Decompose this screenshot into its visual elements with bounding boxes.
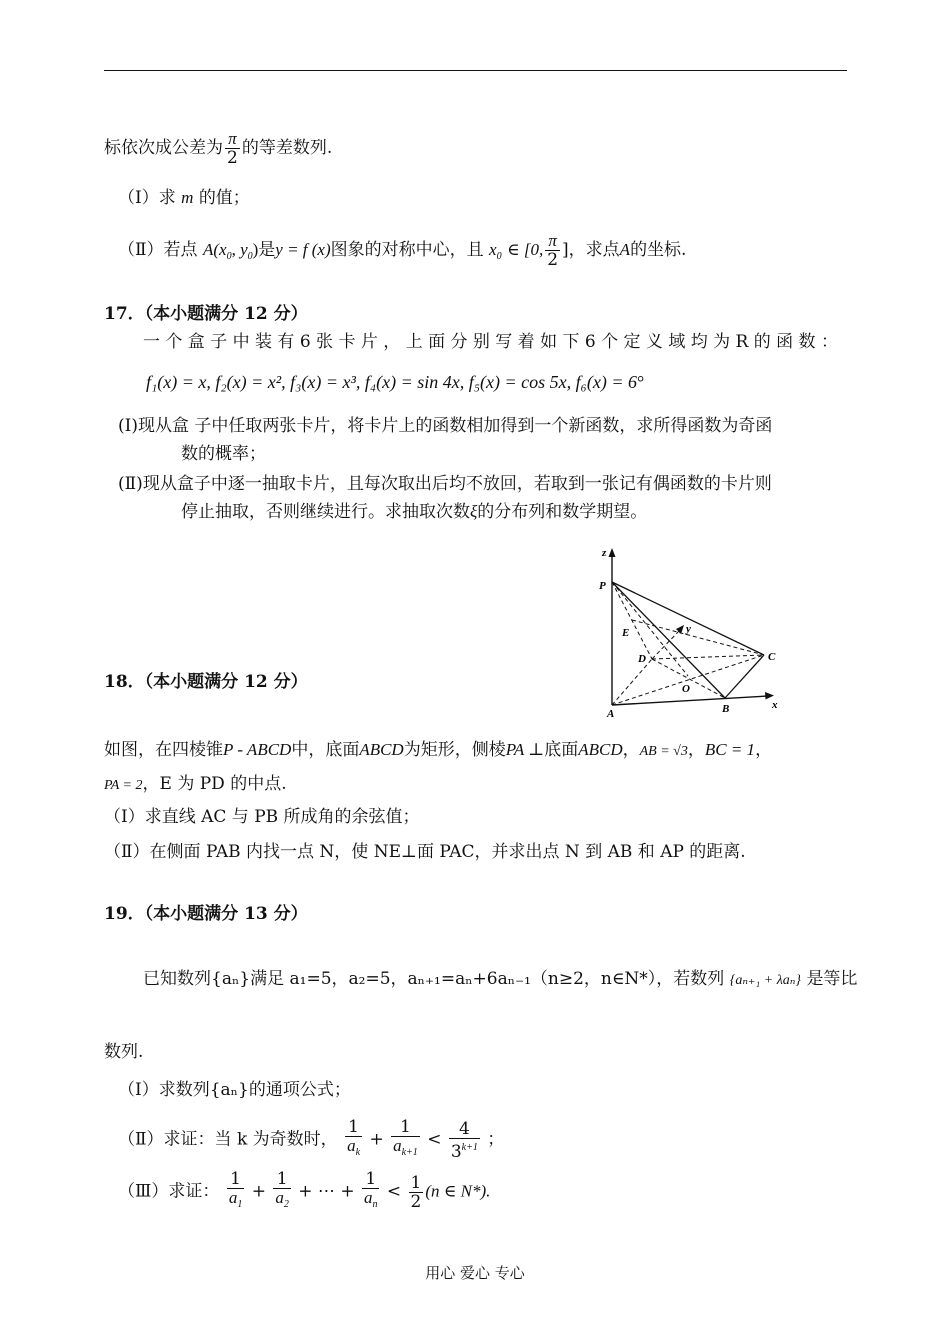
- part2-text: 图象的对称中心，且: [330, 240, 484, 260]
- intro-text-end: 的等差数列.: [241, 138, 333, 158]
- label-B: B: [722, 703, 730, 715]
- range: ∈ [0,: [507, 240, 544, 259]
- seq: {aₙ₊₁ + λaₙ}: [729, 973, 802, 988]
- fraction-pi-over-2: [225, 130, 240, 167]
- q18-stem: 如图，在四棱锥P - ABCD中，底面ABCD为矩形，侧棱PA ⊥底面ABCD，AB = √3，BC = 1，: [104, 740, 773, 760]
- frac-1-2: $\frac{1}{2}$: [410, 1172, 422, 1212]
- q17-part2a: (Ⅱ)现从盒子中逐一抽取卡片，且每次取出后均不放回，若取到一张记有偶函数的卡片则: [118, 474, 772, 494]
- bc-eq: BC = 1: [704, 740, 756, 759]
- frac-1-ak: $\frac{1}{a_k}$: [347, 1117, 361, 1158]
- pabcd: P - ABCD: [223, 740, 292, 759]
- pyramid-figure: [592, 540, 792, 720]
- frac-1-an: $\frac{1}{a_n}$: [363, 1169, 378, 1210]
- edge-PC: [612, 582, 764, 655]
- plus: +: [369, 1129, 384, 1150]
- label-P: P: [599, 580, 606, 592]
- part2-label: （Ⅱ）若点: [118, 240, 198, 260]
- edge-BC: [725, 655, 764, 698]
- q17-part2b: 停止抽取，否则继续进行。求抽取次数ξ的分布列和数学期望。: [181, 502, 648, 522]
- ab-eq: AB = √3: [639, 744, 688, 759]
- q18-stem2: PA = 2，E 为 PD 的中点.: [104, 774, 287, 794]
- point-A: $A(x_0$, $y_0$): [202, 240, 259, 262]
- q17-stem: 一 个 盒 子 中 装 有 6 张 卡 片 ， 上 面 分 别 写 着 如 下 6 个 定 义 域 均 为 R 的 函 数 ：: [143, 332, 838, 352]
- function-y: y = f (x): [275, 240, 331, 259]
- x0: $x_0$: [489, 240, 502, 262]
- q17-part1a: (Ⅰ)现从盒 子中任取两张卡片，将卡片上的函数相加得到一个新函数，求所得函数为奇函: [118, 416, 773, 436]
- pi: π: [225, 130, 240, 149]
- label-O: O: [682, 683, 690, 695]
- pa-eq: PA = 2: [104, 778, 143, 793]
- q17-title: 17．（本小题满分 12 分）: [104, 304, 308, 324]
- frac-1-ak1: $\frac{1}{a_{k+1}}$: [393, 1117, 418, 1158]
- edge-DC: [652, 655, 764, 659]
- q19-stem-cont: 数列.: [104, 1042, 144, 1062]
- dots: + ⋯ +: [298, 1181, 355, 1202]
- intro-text: 标依次成公差为: [104, 138, 223, 158]
- part1-text: 的值；: [198, 188, 250, 208]
- q17-functions: f₁(x) = x, f₂(x) = x², f₃(x) = x³, f₄(x) = sin 4x, f₅(x) = cos 5x, f₆(x) = 6°: [146, 372, 645, 392]
- xi-var: ξ: [470, 502, 478, 521]
- q19-stem: 已知数列{aₙ}满足 a₁=5，a₂=5，aₙ₊₁=aₙ+6aₙ₋₁（n≥2，n∈N*），若数列 {aₙ₊₁ + λaₙ} 是等比: [143, 969, 858, 989]
- two: 2: [227, 148, 238, 168]
- page-footer: 用心 爱心 专心: [425, 1264, 525, 1282]
- label-x: x: [772, 699, 778, 711]
- header-rule: [104, 70, 847, 71]
- q18-title: 18．（本小题满分 12 分）: [104, 672, 308, 692]
- frac-1-a1: $\frac{1}{a_1}$: [228, 1169, 243, 1210]
- part1-label: （Ⅰ）求: [118, 188, 176, 208]
- shi: 是: [258, 240, 276, 260]
- frac-4-3k1: $\frac{4}{3^{k+1}}$: [450, 1118, 478, 1162]
- q19-part1: （Ⅰ）求数列{aₙ}的通项公式；: [118, 1080, 351, 1100]
- n-in-N: (n ∈ N*).: [425, 1181, 491, 1201]
- part2-text3: 的坐标.: [630, 240, 687, 260]
- z-arrow: [609, 548, 616, 557]
- part2-text2: ]，求点: [562, 240, 620, 260]
- label-D: D: [638, 653, 646, 665]
- abcd2: ABCD: [578, 740, 623, 759]
- y-axis: [652, 630, 680, 659]
- m-var: m: [181, 188, 194, 207]
- label-y: y: [686, 623, 691, 635]
- label-E: E: [622, 627, 630, 639]
- less-than: <: [427, 1129, 442, 1150]
- q19-part3: （Ⅲ）求证： $\frac{1}{a_1}$ + $\frac{1}{a_2}$ + ⋯ + $\frac{1}{a_n}$ < $\frac{1}{2}$ (n ∈ N*).: [118, 1170, 490, 1214]
- pa-perp: PA ⊥: [505, 740, 545, 759]
- label-z: z: [602, 547, 607, 559]
- intro-part2: [118, 232, 686, 269]
- q18-part2: （Ⅱ）在侧面 PAB 内找一点 N，使 NE⊥面 PAC，并求出点 N 到 AB 和 AP 的距离.: [104, 842, 746, 862]
- frac-1-a2: $\frac{1}{a_2}$: [275, 1169, 289, 1210]
- q18-part1: （Ⅰ）求直线 AC 与 PB 所成角的余弦值；: [104, 807, 420, 827]
- q19-part2: （Ⅱ）求证：当 k 为奇数时， $\frac{1}{a_k}$ + $\frac{1}{a_{k+1}}$ < $\frac{4}{3^{k+1}}$ ；: [118, 1117, 505, 1162]
- q17-part1b: 数的概率；: [181, 444, 266, 464]
- intro-line: [104, 130, 332, 167]
- label-A: A: [607, 708, 615, 720]
- A-var: A: [619, 240, 631, 259]
- q19-title: 19．（本小题满分 13 分）: [104, 904, 308, 924]
- intro-part1: [118, 186, 250, 210]
- abcd: ABCD: [359, 740, 404, 759]
- fraction-pi-over-2b: $\frac{\pi}{2}$: [547, 231, 559, 270]
- edge-EC: [632, 620, 764, 655]
- label-C: C: [768, 651, 776, 663]
